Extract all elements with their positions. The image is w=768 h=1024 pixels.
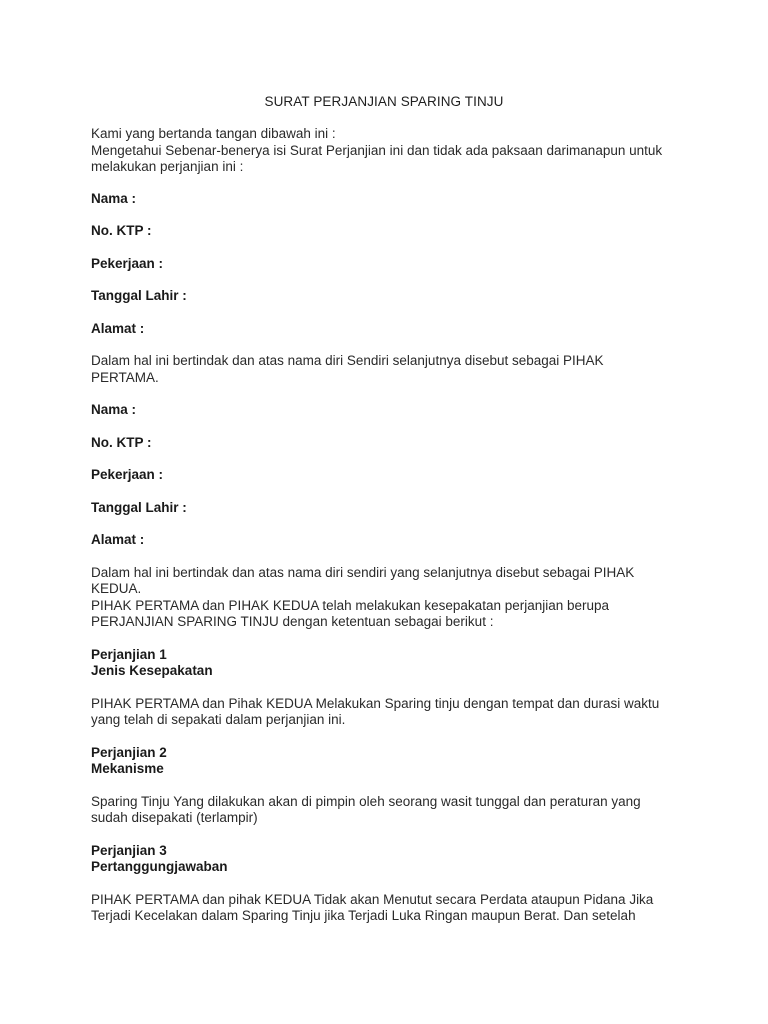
party2-nama-label: Nama : [91, 402, 137, 417]
clause-text: Sparing Tinju Yang dilakukan akan di pimpin oleh seorang wasit tunggal dan peraturan yang [91, 793, 641, 809]
document-title: SURAT PERJANJIAN SPARING TINJU [264, 94, 504, 109]
clause-number: Perjanjian 1 [91, 646, 167, 662]
party1-ktp-label: No. KTP : [91, 223, 152, 238]
agreement-statement: PERJANJIAN SPARING TINJU dengan ketentuan sebagai berikut : [91, 614, 494, 629]
party2-pekerjaan-label: Pekerjaan : [91, 467, 164, 482]
party1-pekerjaan-label: Pekerjaan : [91, 255, 164, 271]
clause-text: PIHAK PERTAMA dan pihak KEDUA Tidak akan Menutut secara Perdata ataupun Pidana Jika [91, 891, 654, 907]
clause-number: Perjanjian 2 [91, 744, 167, 760]
intro-line: Kami yang bertanda tangan dibawah ini : [91, 126, 336, 141]
document-body [91, 126, 691, 925]
clause-text: PIHAK PERTAMA dan Pihak KEDUA Melakukan Sparing tinju dengan tempat dan durasi waktu [91, 695, 660, 711]
party2-alamat-label: Alamat : [91, 532, 145, 547]
party1-nama-label: Nama : [91, 190, 137, 206]
party1-alamat-label: Alamat : [91, 320, 145, 336]
clause-heading: Mekanisme [91, 761, 164, 776]
clause-text: Terjadi Kecelakan dalam Sparing Tinju jika Terjadi Luka Ringan maupun Berat. Dan setelah [91, 908, 636, 923]
party2-tanggal-lahir-label: Tanggal Lahir : [91, 499, 187, 515]
clause-number: Perjanjian 3 [91, 842, 167, 858]
party1-tanggal-lahir-label: Tanggal Lahir : [91, 288, 187, 303]
party1-statement: PERTAMA. [91, 369, 159, 385]
clause-heading: Jenis Kesepakatan [91, 663, 213, 678]
intro-line: Mengetahui Sebenar-benerya isi Surat Perjanjian ini dan tidak ada paksaan darimanapun untuk [91, 142, 663, 158]
clause-text: yang telah di sepakati dalam perjanjian ini. [91, 712, 346, 727]
party2-ktp-label: No. KTP : [91, 434, 152, 450]
agreement-statement: PIHAK PERTAMA dan PIHAK KEDUA telah melakukan kesepakatan perjanjian berupa [91, 597, 610, 613]
intro-line: melakukan perjanjian ini : [91, 159, 244, 174]
clause-heading: Pertanggungjawaban [91, 859, 228, 874]
party2-statement: KEDUA. [91, 581, 142, 596]
party1-statement: Dalam hal ini bertindak dan atas nama diri Sendiri selanjutnya disebut sebagai PIHAK [91, 353, 604, 368]
clause-text: sudah disepakati (terlampir) [91, 810, 258, 825]
party2-statement: Dalam hal ini bertindak dan atas nama diri sendiri yang selanjutnya disebut sebagai PIHAK [91, 564, 635, 580]
